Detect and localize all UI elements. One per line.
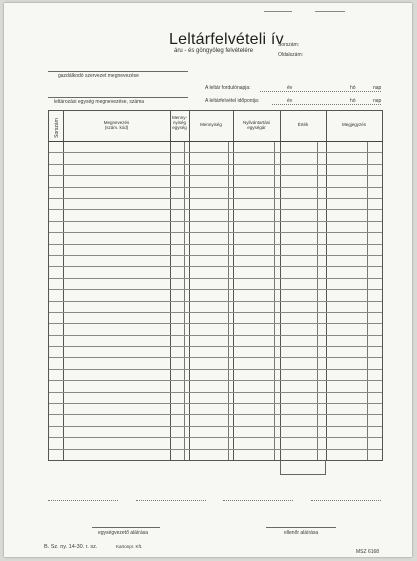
organization-line — [48, 71, 188, 72]
unit-manager-line — [92, 527, 160, 528]
table-row — [49, 392, 382, 393]
table-row — [49, 152, 382, 153]
table-row — [49, 255, 382, 256]
form-code: B. Sz. ny. 14-30. r. sz. — [44, 544, 98, 550]
inventory-table — [48, 110, 383, 461]
unit-manager-signature-caption: egységvezető aláírása — [98, 530, 149, 536]
signature-line — [48, 500, 118, 501]
header-serial: Sorszám — [54, 118, 60, 138]
count-day-label: nap — [373, 98, 382, 104]
header-unit-price: Nyilvántartási egységár — [242, 120, 270, 130]
standard-code: MSZ 6168 — [356, 549, 380, 555]
table-row — [49, 289, 382, 290]
table-row — [49, 403, 382, 404]
controller-signature-caption: ellenőr aláírása — [284, 530, 319, 536]
table-row — [49, 266, 382, 267]
table-row — [49, 369, 382, 370]
signature-line — [136, 500, 206, 501]
value-total-box — [280, 461, 326, 475]
header-value: Érték — [297, 122, 309, 127]
organization-caption: gazdálkodó szervezet megnevezése — [58, 73, 139, 79]
table-row — [49, 323, 382, 324]
reference-month-label: hó — [350, 85, 356, 91]
form-subtitle: áru - és göngyöleg felvételére — [174, 48, 254, 54]
form-sheet — [4, 3, 412, 557]
reference-year-label: év — [287, 85, 293, 91]
header-remarks: Megjegyzés — [341, 122, 366, 127]
table-row — [49, 380, 382, 381]
table-row — [49, 221, 382, 222]
page-number-label: Oldalszám: — [278, 52, 304, 58]
table-row — [49, 187, 382, 188]
table-row — [49, 449, 382, 450]
table-row — [49, 209, 382, 210]
header-separator — [49, 141, 382, 142]
inventory-unit-line — [48, 97, 188, 98]
table-row — [49, 346, 382, 347]
inventory-unit-caption: leltározási egység megnevezése, száma — [54, 99, 145, 105]
table-row — [49, 244, 382, 245]
table-row — [49, 198, 382, 199]
form-title: Leltárfelvételi ív — [169, 31, 284, 48]
reference-date-line — [260, 91, 381, 92]
header-name: Megnevezés (szám. kód) — [103, 120, 130, 130]
table-row — [49, 175, 382, 176]
table-row — [49, 414, 382, 415]
table-row — [49, 357, 382, 358]
header-quantity: Mennyiség — [200, 122, 222, 127]
top-mark-right — [315, 11, 345, 12]
table-row — [49, 437, 382, 438]
table-row — [49, 426, 382, 427]
table-row — [49, 335, 382, 336]
table-row — [49, 232, 382, 233]
signature-line — [311, 500, 381, 501]
count-date-line — [272, 104, 381, 105]
top-mark-left — [264, 11, 292, 12]
controller-line — [266, 527, 336, 528]
table-row — [49, 278, 382, 279]
reference-day-label: nap — [373, 85, 382, 91]
table-row — [49, 312, 382, 313]
serial-number-label: Sorszám: — [278, 42, 300, 48]
publisher-name: Kartonpr. Kft. — [116, 544, 143, 549]
count-year-label: év — [287, 98, 293, 104]
signature-line — [223, 500, 293, 501]
count-date-label: A leltárfelvétel időpontja: — [205, 98, 260, 104]
header-unit: Menny- nyiség egység — [171, 115, 187, 130]
reference-date-label: A leltár fordulónapja: — [205, 85, 251, 91]
table-row — [49, 164, 382, 165]
table-row — [49, 301, 382, 302]
count-month-label: hó — [350, 98, 356, 104]
